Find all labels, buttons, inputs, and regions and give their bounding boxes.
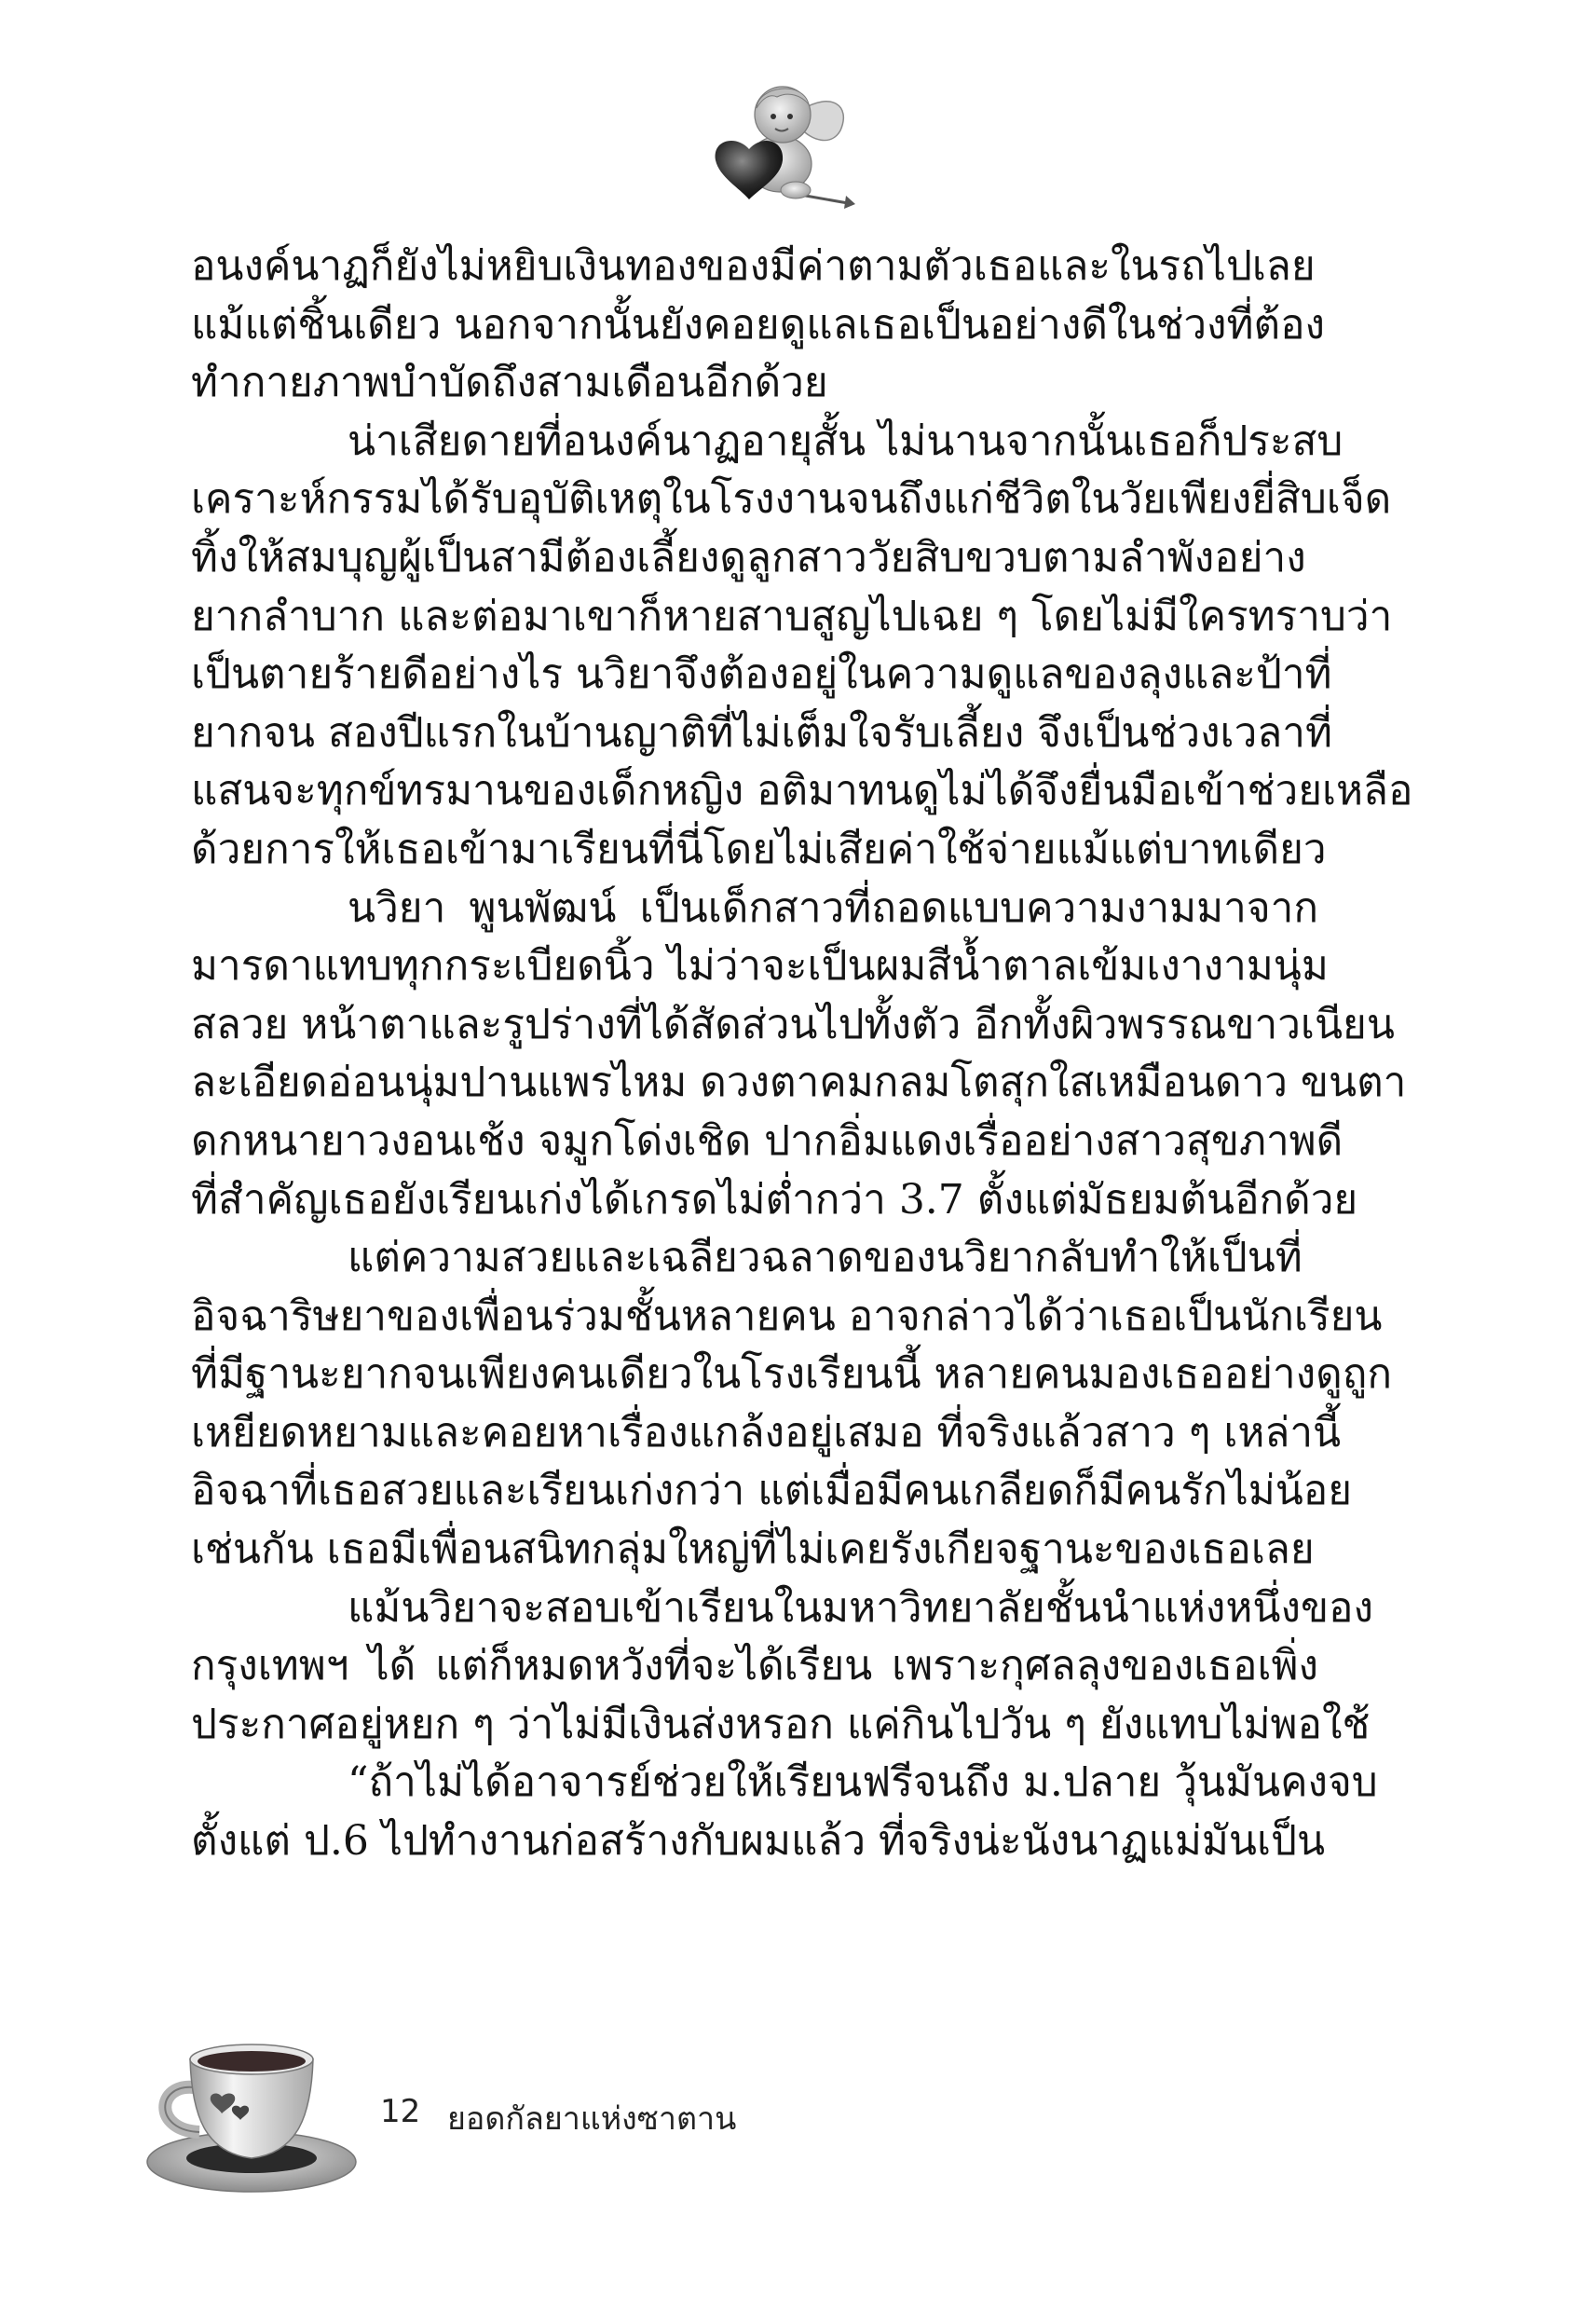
text-line: ดกหนายาวงอนเช้ง จมูกโด่งเชิด ปากอิ่มแดงเรื่ออย่างสาวสุขภาพดี <box>191 1116 1344 1165</box>
text-line: ตั้งแต่ ป.6 ไปทำงานก่อสร้างกับผมแล้ว ที่จริงน่ะนังนาฏแม่มันเป็น <box>191 1817 1326 1866</box>
text-line: ทิ้งให้สมบุญผู้เป็นสามีต้องเลี้ยงดูลูกสาววัยสิบขวบตามลำพังอย่าง <box>191 533 1306 581</box>
text-line: มารดาแทบทุกกระเบียดนิ้ว ไม่ว่าจะเป็นผมสีน้ำตาลเข้มเงางามนุ่ม <box>191 942 1329 991</box>
text-line: กรุงเทพฯ ได้ แต่ก็หมดหวังที่จะได้เรียน เพราะกุศลลุงของเธอเพิ่ง <box>191 1642 1318 1690</box>
text-line: เช่นกัน เธอมีเพื่อนสนิทกลุ่มใหญ่ที่ไม่เคยรังเกียจฐานะของเธอเลย <box>191 1525 1315 1574</box>
body-text <box>191 238 1413 1871</box>
text-line: แม้แต่ชิ้นเดียว นอกจากนั้นยังคอยดูแลเธอเป็นอย่างดีในช่วงที่ต้อง <box>191 300 1326 349</box>
text-line: เหยียดหยามและคอยหาเรื่องแกล้งอยู่เสมอ ที่จริงแล้วสาว ๆ เหล่านี้ <box>191 1408 1342 1456</box>
text-line: แต่ความสวยและเฉลียวฉลาดของนวิยากลับทำให้เป็นที่ <box>348 1234 1303 1282</box>
cupid-ornament-icon <box>691 73 859 212</box>
text-line: ประกาศอยู่หยก ๆ ว่าไม่มีเงินส่งหรอก แค่กินไปวัน ๆ ยังแทบไม่พอใช้ <box>191 1700 1371 1748</box>
text-line: เคราะห์กรรมได้รับอุบัติเหตุในโรงงานจนถึงแก่ชีวิตในวัยเพียงยี่สิบเจ็ด <box>191 475 1392 524</box>
text-line: อิจฉาริษยาของเพื่อนร่วมชั้นหลายคน อาจกล่าวได้ว่าเธอเป็นนักเรียน <box>191 1292 1383 1340</box>
text-line: แม้นวิยาจะสอบเข้าเรียนในมหาวิทยาลัยชั้นนำแห่งหนึ่งของ <box>348 1583 1373 1632</box>
text-line: ยากลำบาก และต่อมาเขาก็หายสาบสูญไปเฉย ๆ โดยไม่มีใครทราบว่า <box>191 592 1393 640</box>
page-footer <box>140 2022 978 2208</box>
text-line: นวิยา พูนพัฒน์ เป็นเด็กสาวที่ถอดแบบความงามมาจาก <box>348 883 1318 932</box>
text-line: ที่สำคัญเธอยังเรียนเก่งได้เกรดไม่ต่ำกว่า 3.7 ตั้งแต่มัธยมต้นอีกด้วย <box>191 1175 1358 1224</box>
text-line: เป็นตายร้ายดีอย่างไร นวิยาจึงต้องอยู่ในความดูแลของลุงและป้าที่ <box>191 650 1332 699</box>
text-line: สลวย หน้าตาและรูปร่างที่ได้สัดส่วนไปทั้งตัว อีกทั้งผิวพรรณขาวเนียน <box>191 1000 1395 1048</box>
text-line: ยากจน สองปีแรกในบ้านญาติที่ไม่เต็มใจรับเลี้ยง จึงเป็นช่วงเวลาที่ <box>191 708 1332 757</box>
text-line: น่าเสียดายที่อนงค์นาฏอายุสั้น ไม่นานจากนั้นเธอก็ประสบ <box>348 417 1344 465</box>
text-line: ด้วยการให้เธอเข้ามาเรียนที่นี่โดยไม่เสียค่าใช้จ่ายแม้แต่บาทเดียว <box>191 825 1327 873</box>
coffee-cup-icon <box>140 2022 363 2199</box>
text-line: แสนจะทุกข์ทรมานของเด็กหญิง อติมาทนดูไม่ได้จึงยื่นมือเข้าช่วยเหลือ <box>191 767 1413 815</box>
text-line: ละเอียดอ่อนนุ่มปานแพรไหม ดวงตาคมกลมโตสุกใสเหมือนดาว ขนตา <box>191 1059 1407 1107</box>
book-title: ยอดกัลยาแห่งซาตาน <box>447 2100 737 2138</box>
page-number: 12 <box>380 2093 421 2130</box>
text-line: “ถ้าไม่ได้อาจารย์ช่วยให้เรียนฟรีจนถึง ม.ปลาย วุ้นมันคงจบ <box>348 1758 1378 1807</box>
text-line: ที่มีฐานะยากจนเพียงคนเดียวในโรงเรียนนี้ หลายคนมองเธออย่างดูถูก <box>191 1350 1392 1399</box>
text-line: อิจฉาที่เธอสวยและเรียนเก่งกว่า แต่เมื่อมีคนเกลียดก็มีคนรักไม่น้อย <box>191 1467 1353 1515</box>
text-line: ทำกายภาพบำบัดถึงสามเดือนอีกด้วย <box>191 359 828 407</box>
text-line: อนงค์นาฏก็ยังไม่หยิบเงินทองของมีค่าตามตัวเธอและในรถไปเลย <box>191 242 1316 290</box>
